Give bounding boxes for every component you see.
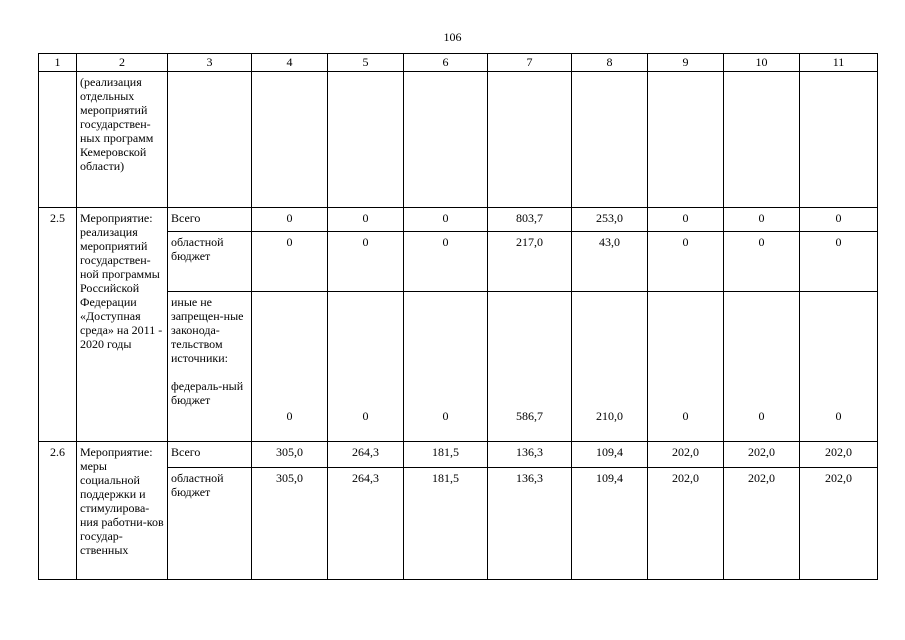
value-cell: 803,7 [488,208,572,232]
row-code: 2.5 [39,208,77,442]
value-cell: 253,0 [572,208,648,232]
column-number-row [39,54,878,72]
source-label-group [168,292,252,442]
source-label: федераль-ный бюджет [171,379,244,407]
page-number: 106 [443,30,462,44]
column-header: 3 [168,54,252,72]
value-cell: 202,0 [724,442,800,468]
value-cell: 202,0 [648,442,724,468]
value-cell: 202,0 [724,468,800,580]
value-cell: 109,4 [572,468,648,580]
column-header: 10 [724,54,800,72]
value-cell: 202,0 [800,442,878,468]
value-cell: 0 [252,208,328,232]
value-cell: 181,5 [404,442,488,468]
value-cell: 0 [724,292,800,442]
continuation-row [39,72,878,208]
column-header: 4 [252,54,328,72]
row-code: 2.6 [39,442,77,580]
value-cell: 305,0 [252,468,328,580]
column-header: 8 [572,54,648,72]
value-cell: 210,0 [572,292,648,442]
value-cell: 0 [328,292,404,442]
value-cell: 0 [252,292,328,442]
value-cell: 0 [648,232,724,292]
value-cell: 305,0 [252,442,328,468]
value-cell: 264,3 [328,442,404,468]
value-cell: 202,0 [800,468,878,580]
column-header: 9 [648,54,724,72]
value-cell: 0 [252,232,328,292]
column-header: 2 [77,54,168,72]
value-cell: 0 [404,232,488,292]
column-header: 7 [488,54,572,72]
source-label: областной бюджет [168,468,252,580]
value-cell: 264,3 [328,468,404,580]
budget-table [38,53,878,580]
table-row [39,442,878,468]
value-cell: 0 [800,232,878,292]
measure-name: (реализация отдельных мероприятий государствен-ных программ Кемеровской области) [77,72,168,208]
value-cell: 0 [404,208,488,232]
value-cell: 136,3 [488,442,572,468]
value-cell: 43,0 [572,232,648,292]
table-row [39,208,878,232]
source-label: Всего [168,442,252,468]
column-header: 6 [404,54,488,72]
source-label: областной бюджет [168,232,252,292]
column-header: 11 [800,54,878,72]
value-cell: 0 [724,232,800,292]
source-label: Всего [168,208,252,232]
value-cell: 586,7 [488,292,572,442]
value-cell: 0 [800,208,878,232]
source-label: иные не запрещен-ные законода-тельством источники: [171,295,244,365]
value-cell: 217,0 [488,232,572,292]
value-cell: 136,3 [488,468,572,580]
value-cell: 202,0 [648,468,724,580]
value-cell: 181,5 [404,468,488,580]
value-cell: 0 [404,292,488,442]
value-cell: 0 [648,208,724,232]
value-cell: 109,4 [572,442,648,468]
value-cell: 0 [328,208,404,232]
measure-name: Мероприятие: реализация мероприятий государствен-ной программы Российской Федерации «Доступная среда» на 2011 - 2020 годы [77,208,168,442]
measure-name: Мероприятие: меры социальной поддержки и стимулирова-ния работни-ков государ-ственных [77,442,168,580]
value-cell: 0 [328,232,404,292]
value-cell: 0 [800,292,878,442]
value-cell: 0 [648,292,724,442]
column-header: 5 [328,54,404,72]
column-header: 1 [39,54,77,72]
value-cell: 0 [724,208,800,232]
